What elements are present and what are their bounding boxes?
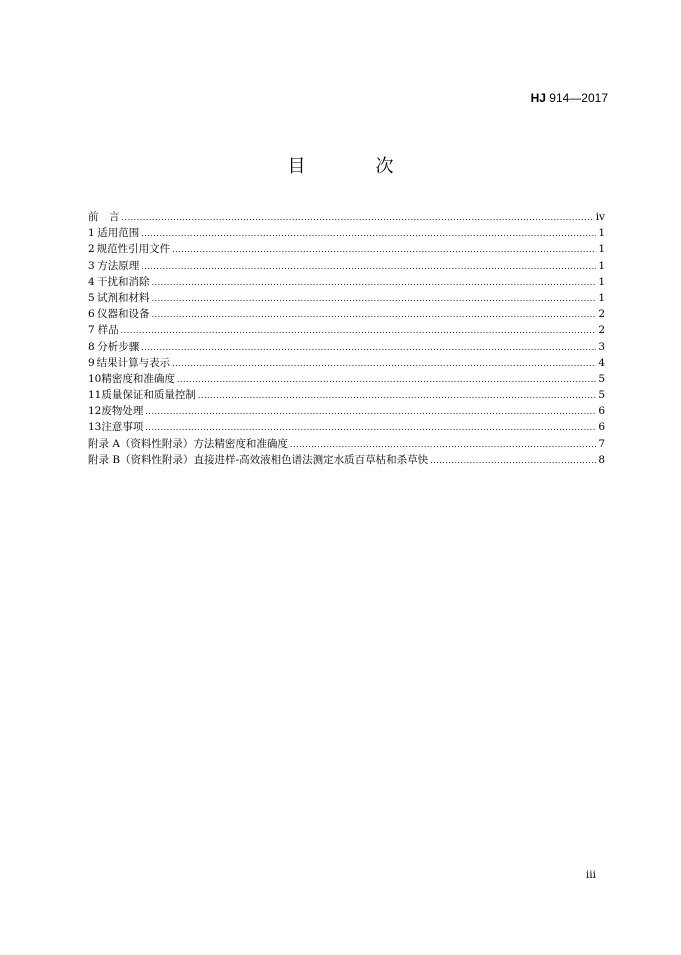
toc-entry-label: 试剂和材料: [97, 291, 150, 304]
toc-leader-dots: [198, 388, 596, 404]
toc-entry-number: 10: [88, 372, 102, 385]
toc-leader-dots: [152, 291, 597, 307]
toc-entry-number: 3: [88, 259, 95, 272]
toc-leader-dots: [152, 275, 597, 291]
toc-leader-dots: [145, 420, 596, 436]
toc-entry-label: 样品: [97, 324, 119, 337]
toc-leader-dots: [177, 372, 596, 388]
toc-entry-8[interactable]: [88, 339, 605, 355]
toc-entry-4[interactable]: [88, 274, 605, 290]
toc-entry-label: 仪器和设备: [97, 308, 150, 321]
toc-entry-1[interactable]: [88, 225, 605, 241]
toc-entry-page: 7: [598, 437, 605, 450]
page-number: iii: [585, 869, 596, 881]
toc-entry-3[interactable]: [88, 258, 605, 274]
toc-entry-number: 9: [88, 356, 95, 369]
toc-entry-number: 8: [88, 340, 95, 353]
toc-leader-dots: [152, 307, 597, 323]
toc-entry-page: 1: [598, 227, 605, 240]
toc-entry-page: 4: [598, 356, 605, 369]
toc-entry-label: 结果计算与表示: [96, 356, 171, 369]
standard-code: [531, 91, 608, 105]
toc-entry-number: 6: [88, 308, 95, 321]
toc-entry-page: iv: [595, 211, 605, 223]
page-title: 目 次: [287, 156, 420, 177]
standard-number: 914—2017: [549, 91, 608, 105]
toc-leader-dots: [290, 437, 596, 453]
toc-leader-dots: [141, 259, 596, 275]
toc-entry-label: 规范性引用文件: [96, 243, 171, 256]
standard-prefix: HJ: [530, 91, 546, 105]
toc-leader-dots: [172, 356, 596, 372]
toc-entry-page: 1: [598, 259, 605, 272]
toc-entry-11[interactable]: [88, 387, 605, 403]
toc-entry-label: 分析步骤: [97, 340, 140, 353]
toc-entry-appendix-b[interactable]: [88, 452, 605, 468]
toc-entry-label: 干扰和消除: [97, 275, 150, 288]
toc-entry-page: 1: [598, 243, 605, 256]
toc-entry-page: 2: [598, 324, 605, 337]
toc-entry-foreword[interactable]: [88, 209, 605, 225]
toc-leader-dots: [172, 242, 596, 258]
toc-entry-page: 6: [598, 405, 605, 418]
toc-leader-dots: [122, 210, 594, 226]
toc-entry-page: 5: [598, 372, 605, 385]
toc-entry-page: 1: [598, 291, 605, 304]
toc-leader-dots: [430, 453, 596, 469]
toc-entry-page: 1: [598, 275, 605, 288]
toc-entry-number: 7: [88, 324, 95, 337]
toc-entry-label: 直接进样-高效液相色谱法测定水质百草枯和杀草快: [193, 453, 429, 466]
toc-entry-5[interactable]: [88, 290, 605, 306]
toc-entry-label: 废物处理: [101, 405, 144, 418]
toc-entry-label: 前 言: [88, 211, 120, 223]
toc-entry-number: 附录 A（资料性附录）: [88, 437, 194, 450]
toc-entry-page: 8: [598, 453, 605, 466]
toc-entry-label: 精密度和准确度: [101, 372, 175, 385]
toc-entry-number: 12: [88, 405, 102, 418]
toc-entry-number: 附录 B（资料性附录）: [88, 453, 194, 466]
toc-entry-label: 方法精密度和准确度: [193, 437, 288, 450]
toc-entry-6[interactable]: [88, 306, 605, 322]
toc-entry-number: 5: [88, 291, 95, 304]
toc-entry-13[interactable]: [88, 419, 605, 435]
toc-entry-page: 3: [598, 340, 605, 353]
toc-entry-7[interactable]: [88, 322, 605, 338]
toc-entry-12[interactable]: [88, 403, 605, 419]
toc-entry-10[interactable]: [88, 371, 605, 387]
toc-entry-number: 13: [88, 421, 102, 434]
toc-entry-number: 4: [88, 275, 95, 288]
toc-entry-9[interactable]: [88, 355, 605, 371]
toc-entry-label: 适用范围: [97, 227, 140, 240]
toc-entry-label: 质量保证和质量控制: [101, 389, 196, 402]
toc-entry-number: 1: [88, 227, 95, 240]
toc-entry-page: 5: [598, 389, 605, 402]
toc-entry-number: 11: [88, 389, 102, 402]
toc-entry-number: 2: [88, 243, 95, 256]
toc-entry-appendix-a[interactable]: [88, 436, 605, 452]
toc-leader-dots: [121, 323, 597, 339]
toc-leader-dots: [145, 404, 596, 420]
toc-entry-page: 6: [598, 421, 605, 434]
table-of-contents: [88, 209, 605, 468]
toc-leader-dots: [141, 340, 596, 356]
toc-entry-2[interactable]: [88, 241, 605, 257]
toc-entry-page: 2: [598, 308, 605, 321]
toc-leader-dots: [141, 226, 596, 242]
toc-entry-label: 注意事项: [101, 421, 144, 434]
toc-entry-label: 方法原理: [97, 259, 140, 272]
